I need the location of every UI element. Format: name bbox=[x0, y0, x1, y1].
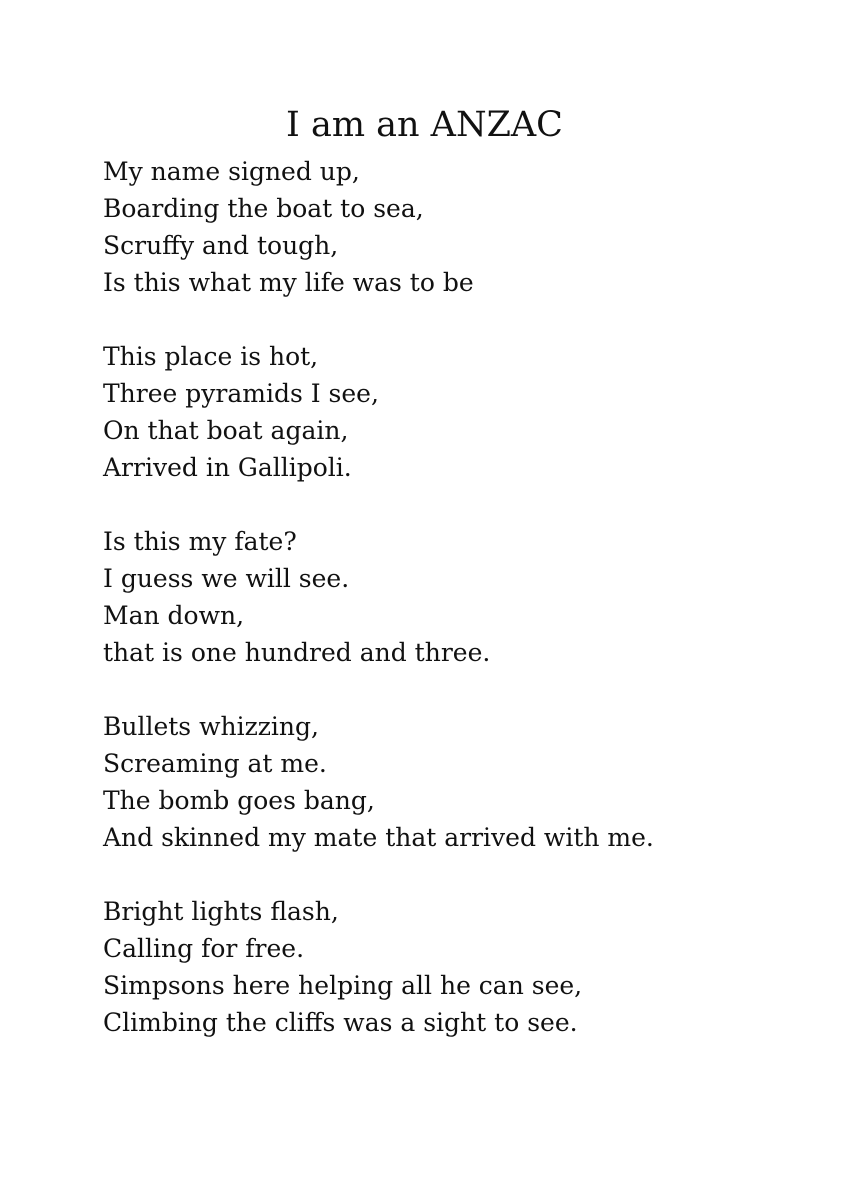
poem-line: that is one hundred and three. bbox=[103, 638, 491, 667]
poem-line: Is this what my life was to be bbox=[103, 268, 474, 297]
poem-line: Climbing the cliffs was a sight to see. bbox=[103, 1008, 578, 1037]
stanza-3 bbox=[103, 523, 803, 671]
poem-line: Bullets whizzing, bbox=[103, 712, 319, 741]
poem-line: Boarding the boat to sea, bbox=[103, 194, 424, 223]
poem-body bbox=[103, 153, 803, 1078]
poem-line: This place is hot, bbox=[103, 342, 319, 371]
poem-line: Simpsons here helping all he can see, bbox=[103, 971, 583, 1000]
stanza-1 bbox=[103, 153, 803, 301]
poem-line: Arrived in Gallipoli. bbox=[103, 453, 352, 482]
poem-line: I guess we will see. bbox=[103, 564, 350, 593]
poem-title: I am an ANZAC bbox=[286, 105, 563, 145]
poem-line: On that boat again, bbox=[103, 416, 349, 445]
poem-line: My name signed up, bbox=[103, 157, 360, 186]
poem-line: The bomb goes bang, bbox=[103, 786, 375, 815]
poem-line: Bright lights flash, bbox=[103, 897, 339, 926]
poem-line: And skinned my mate that arrived with me. bbox=[103, 823, 654, 852]
stanza-5 bbox=[103, 893, 803, 1041]
poem-line: Three pyramids I see, bbox=[103, 379, 379, 408]
stanza-2 bbox=[103, 338, 803, 486]
stanza-4 bbox=[103, 708, 803, 856]
poem-line: Calling for free. bbox=[103, 934, 305, 963]
poem-line: Scruffy and tough, bbox=[103, 231, 339, 260]
poem-line: Screaming at me. bbox=[103, 749, 327, 778]
poem-line: Is this my fate? bbox=[103, 527, 297, 556]
poem-line: Man down, bbox=[103, 601, 245, 630]
